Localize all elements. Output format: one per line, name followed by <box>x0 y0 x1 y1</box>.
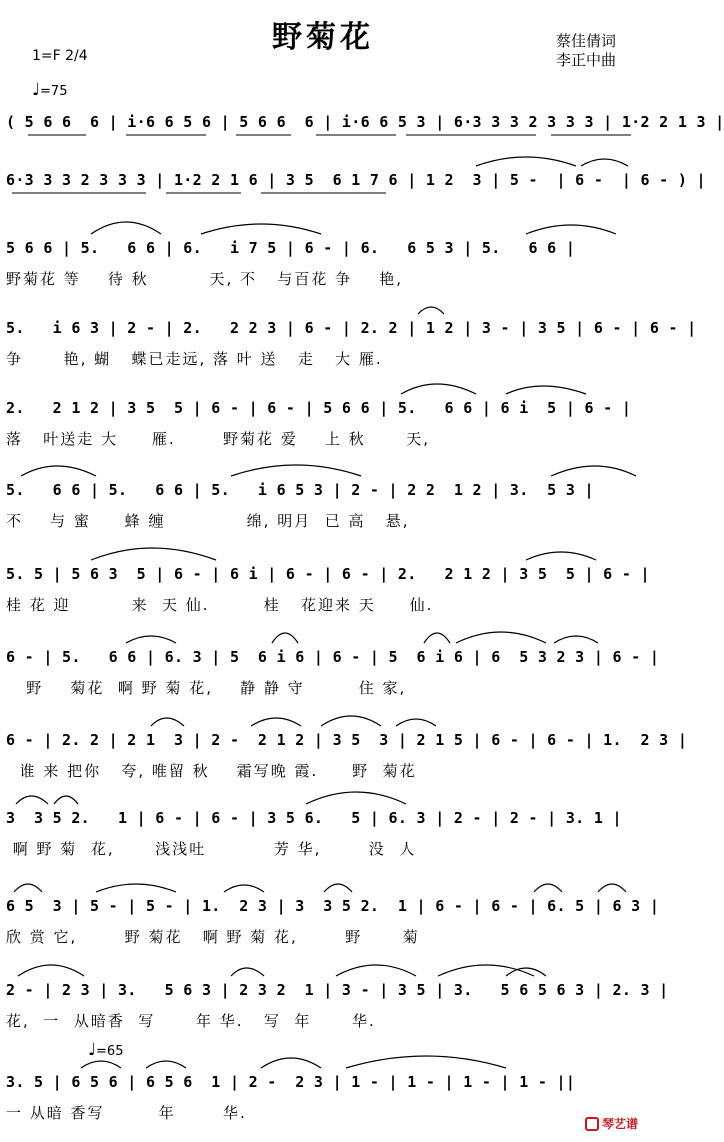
quarter-note-icon: ♩ <box>88 1040 97 1060</box>
credits <box>556 32 616 70</box>
notation-line: 3. 5 | 6 5 6 | 6 5 6 1 | 2 - 2 3 | 1 - | 1 - | 1 - | 1 - || <box>6 1073 576 1091</box>
lyrics-line: 花, 一 从暗香 写 年 华. 写 年 华. <box>6 1012 376 1030</box>
lyrics-line: 野 菊花 啊 野 菊 花, 静 静 守 住 家, <box>6 679 407 697</box>
tempo-final-value: =65 <box>96 1044 124 1059</box>
notation-line: 6 - | 5. 6 6 | 6. 3 | 5 6 i 6 | 6 - | 5 6 i 6 | 6 5 3 2 3 | 6 - | <box>6 648 660 666</box>
slur-marks <box>6 214 638 236</box>
slur-marks <box>6 706 638 728</box>
notation-line: 5 6 6 | 5. 6 6 | 6. i 7 5 | 6 - | 6. 6 5 3 | 5. 6 6 | <box>6 239 576 257</box>
lyricist-credit: 蔡佳倩词 <box>555 32 616 50</box>
notation-line: 6·3 3 3 2 3 3 3 | 1·2 2 1 6 | 3 5 6 1 7 6 | 1 2 3 | 5 - | 6 - | 6 - ) | <box>6 171 706 189</box>
quarter-note-icon: ♩ <box>32 80 41 100</box>
logo-icon <box>585 1117 599 1131</box>
lyrics-line: 一 从暗 香写 年 华. <box>6 1104 247 1122</box>
notation-line: ( 5 6 6 6 | i·6 6 5 6 | 5 6 6 6 | i·6 6 5 3 | 6·3 3 3 2 3 3 3 | 1·2 2 1 3 | <box>6 113 724 131</box>
notation-line: 3 3 5 2. 1 | 6 - | 6 - | 3 5 6. 5 | 6. 3 | 2 - | 2 - | 3. 1 | <box>6 809 622 827</box>
lyrics-line: 野菊花 等 待 秋 天, 不 与百花 争 艳, <box>6 270 403 288</box>
composer-credit: 李正中曲 <box>555 51 616 69</box>
slur-marks <box>6 456 638 478</box>
notation-line: 5. i 6 3 | 2 - | 2. 2 2 3 | 6 - | 2. 2 | 1 2 | 3 - | 3 5 | 6 - | 6 - | <box>6 319 697 337</box>
slur-marks <box>6 872 638 894</box>
lyrics-line: 落 叶送走 大 雁. 野菊花 爱 上 秋 天, <box>6 430 431 448</box>
slur-marks <box>6 1048 638 1070</box>
slur-marks <box>6 294 638 316</box>
notation-line: 6 - | 2. 2 | 2 1 3 | 2 - 2 1 2 | 3 5 3 | 2 1 5 | 6 - | 6 - | 1. 2 3 | <box>6 731 688 749</box>
notation-line: 5. 5 | 5 6 3 5 | 6 - | 6 i | 6 - | 6 - | 2. 2 1 2 | 3 5 5 | 6 - | <box>6 565 650 583</box>
lyrics-line: 桂 花 迎 来 天 仙. 桂 花迎来 天 仙. <box>6 596 434 614</box>
slur-marks <box>6 374 638 396</box>
notation-line: 6 5 3 | 5 - | 5 - | 1. 2 3 | 3 3 5 2. 1 | 6 - | 6 - | 6. 5 | 6 3 | <box>6 897 660 915</box>
slur-marks <box>6 784 638 806</box>
slur-marks <box>6 623 638 645</box>
lyrics-line: 不 与 蜜 蜂 缠 绵, 明月 已 高 悬, <box>6 512 410 530</box>
slur-marks <box>6 146 638 168</box>
lyrics-line: 啊 野 菊 花, 浅浅吐 芳 华, 没 人 <box>6 840 417 858</box>
underline-marks <box>6 133 638 139</box>
key-meter: 1=F 2/4 <box>32 48 88 64</box>
tempo-initial <box>32 80 67 100</box>
lyrics-line: 争 艳, 蝴 蝶已走远, 落 叶 送 走 大 雁. <box>6 350 383 368</box>
site-logo <box>585 1115 638 1132</box>
score-title: 野菊花 <box>272 20 374 55</box>
logo-text: 琴艺谱 <box>601 1117 638 1131</box>
lyrics-line: 谁 来 把你 夸, 唯留 秋 霜写晚 霞. 野 菊花 <box>6 762 417 780</box>
tempo-initial-value: =75 <box>40 84 68 99</box>
lyrics-line: 欣 赏 它, 野 菊花 啊 野 菊 花, 野 菊 <box>6 928 420 946</box>
notation-line: 2. 2 1 2 | 3 5 5 | 6 - | 6 - | 5 6 6 | 5. 6 6 | 6 i 5 | 6 - | <box>6 399 632 417</box>
slur-marks <box>6 956 638 978</box>
notation-line: 5. 6 6 | 5. 6 6 | 5. i 6 5 3 | 2 - | 2 2 1 2 | 3. 5 3 | <box>6 481 594 499</box>
underline-marks <box>6 191 638 197</box>
slur-marks <box>6 540 638 562</box>
notation-line: 2 - | 2 3 | 3. 5 6 3 | 2 3 2 1 | 3 - | 3 5 | 3. 5 6 5 6 3 | 2. 3 | <box>6 981 669 999</box>
